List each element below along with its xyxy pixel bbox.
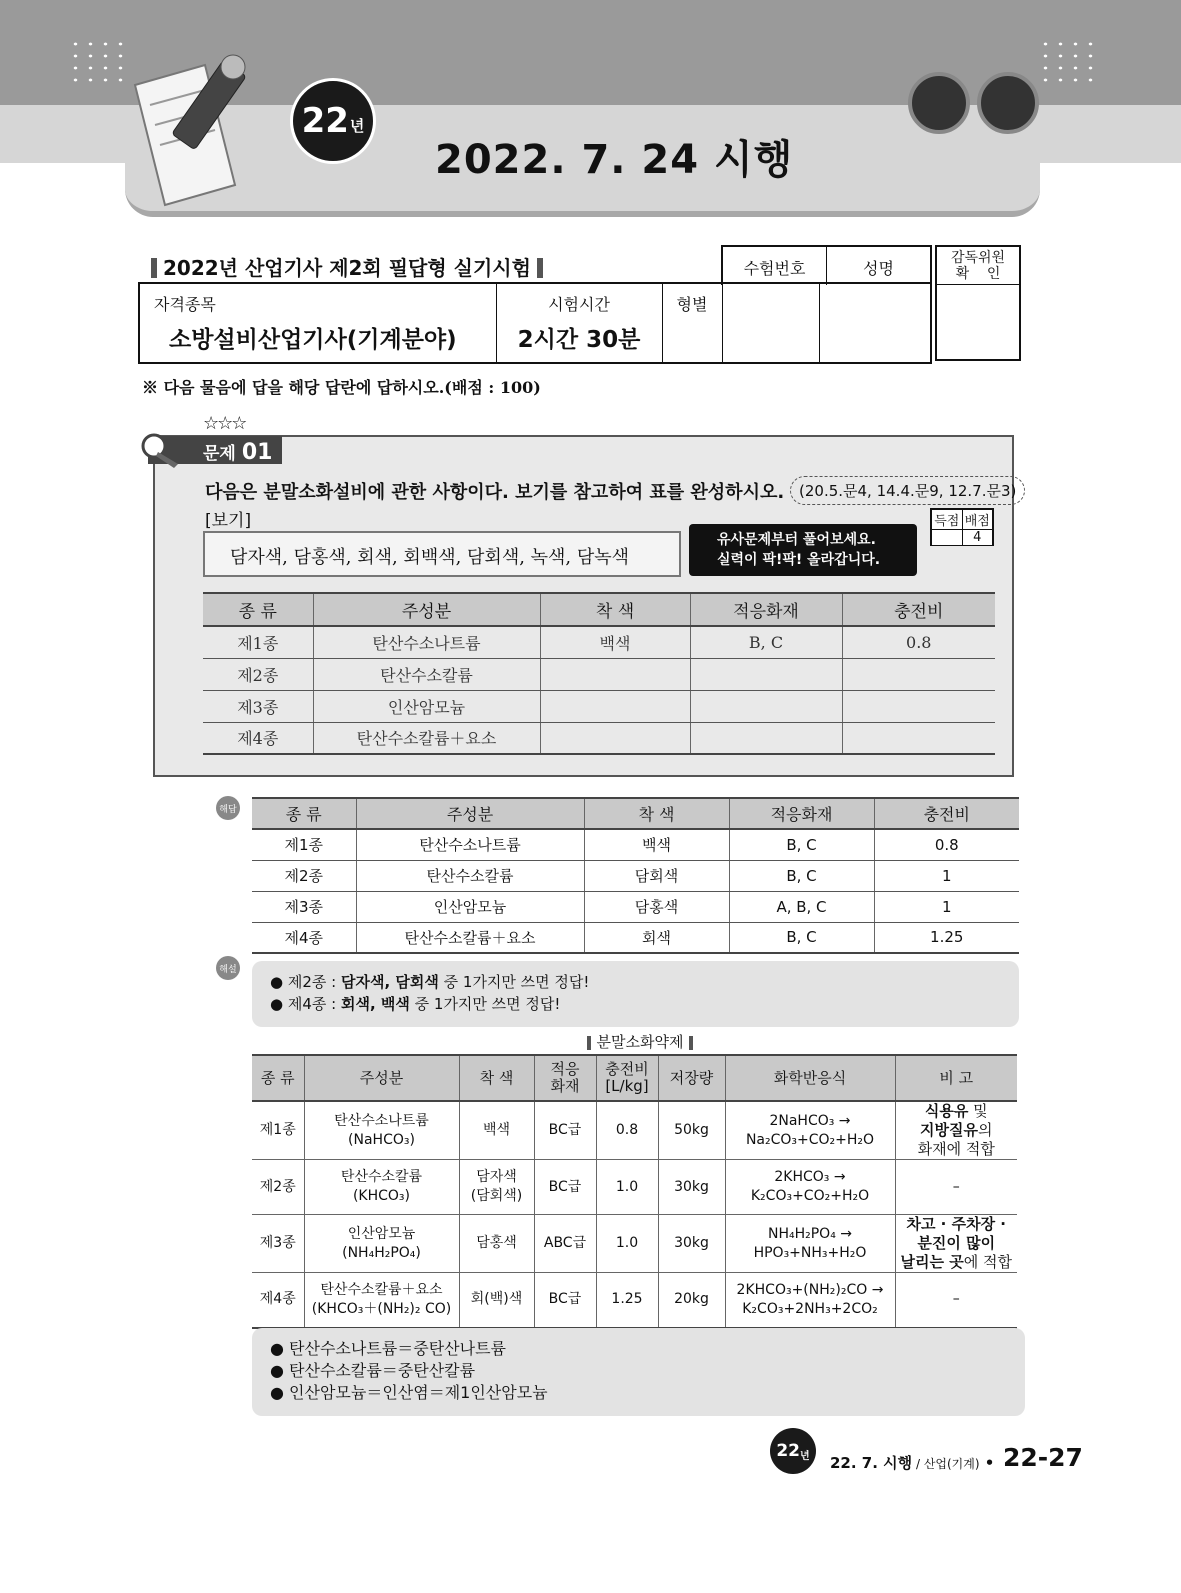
col-kind: 종 류 xyxy=(252,798,356,829)
answer-cell[interactable] xyxy=(690,722,842,754)
cell: 담자색 (담회색) xyxy=(459,1160,534,1215)
col-comp: 주성분 xyxy=(313,593,540,626)
cell: 백색 xyxy=(540,626,690,658)
cell xyxy=(725,1160,895,1215)
answer-cell[interactable] xyxy=(690,690,842,722)
text: 탄산수소나트륨 xyxy=(334,1112,429,1129)
reference-badge: (20.5.문4, 14.4.문9, 12.7.문3) xyxy=(790,476,1025,505)
col-color: 착 색 xyxy=(540,593,690,626)
cell xyxy=(895,1101,1017,1160)
cell xyxy=(304,1273,459,1328)
time-value: 2시간 30분 xyxy=(517,327,641,353)
cell: 0.8 xyxy=(596,1101,658,1160)
cell: – xyxy=(895,1273,1017,1328)
col-comp: 주성분 xyxy=(356,798,584,829)
table-row xyxy=(252,891,1019,922)
page-title: 2022. 7. 24 시행 xyxy=(435,137,794,183)
col-ratio: 충전비 xyxy=(842,593,995,626)
dots-decoration-left xyxy=(68,38,128,88)
field-label: 자격종목 xyxy=(154,295,216,314)
type-cell xyxy=(662,283,722,363)
footer-sub: / 산업(기계) xyxy=(912,1457,980,1471)
cell: 탄산수소칼륨 xyxy=(313,658,540,690)
cell: 0.8 xyxy=(874,829,1019,860)
table-row xyxy=(203,722,995,754)
tip-line2: 실력이 팍!팍! 올라갑니다. xyxy=(717,552,881,568)
cell: 인산암모늄 xyxy=(313,690,540,722)
cell: 제2종 xyxy=(203,658,313,690)
bar-left xyxy=(587,1036,591,1050)
cell: 제4종 xyxy=(252,922,356,953)
text: 담자색 xyxy=(340,973,385,991)
exam-info-table xyxy=(138,282,932,364)
field-cell xyxy=(139,283,496,363)
cell: 제2종 xyxy=(252,1160,304,1215)
text: K₂CO₃+CO₂+H₂O xyxy=(750,1188,870,1204)
cell: 1.25 xyxy=(596,1273,658,1328)
text: (KHCO₃＋(NH₂)₂ CO) xyxy=(311,1300,452,1317)
cell: 제2종 xyxy=(252,860,356,891)
text: K₂CO₃+2NH₃+2CO₂ xyxy=(742,1300,878,1317)
cell: 1 xyxy=(874,860,1019,891)
col-ratio: 충전비 [L/kg] xyxy=(596,1055,658,1101)
answer-cell[interactable] xyxy=(842,722,995,754)
col-kind: 종 류 xyxy=(203,593,313,626)
cell: 탄산수소칼륨＋요소 xyxy=(356,922,584,953)
cell: 제3종 xyxy=(203,690,313,722)
cell: 탄산수소나트륨 xyxy=(356,829,584,860)
year-number: 22 xyxy=(301,101,349,141)
text: ● 제2종 : xyxy=(270,973,341,991)
table-row xyxy=(252,1215,1017,1273)
text: , xyxy=(369,995,381,1013)
table-row xyxy=(203,626,995,658)
supervisor-label xyxy=(937,247,1019,285)
footer-bullet: • xyxy=(979,1454,995,1472)
answer-cell[interactable] xyxy=(540,658,690,690)
explanation-line2 xyxy=(270,993,1019,1015)
answer-table xyxy=(252,797,1019,954)
footer-date: 22. 7. 시행 xyxy=(830,1454,913,1472)
answer-cell[interactable] xyxy=(540,722,690,754)
text: 화재에 적합 xyxy=(917,1140,995,1158)
footer-text xyxy=(830,1452,994,1473)
tip-banner xyxy=(689,524,917,576)
text: 회색 xyxy=(340,995,370,1013)
cell xyxy=(725,1101,895,1160)
cell: ABC급 xyxy=(534,1215,596,1273)
text: 의 xyxy=(977,1121,993,1139)
cell: 1 xyxy=(874,891,1019,922)
cell: 백색 xyxy=(459,1101,534,1160)
answer-cell[interactable] xyxy=(540,690,690,722)
text: 및 xyxy=(968,1102,988,1120)
answer-cell[interactable] xyxy=(842,690,995,722)
col-color: 착 색 xyxy=(584,798,729,829)
table-row xyxy=(252,1101,1017,1160)
cell: 탄산수소나트륨 xyxy=(313,626,540,658)
text: 인산암모늄 xyxy=(347,1225,416,1242)
cell xyxy=(304,1101,459,1160)
cell: 백색 xyxy=(584,829,729,860)
exam-name-text: 2022년 산업기사 제2회 필답형 실기시험 xyxy=(163,256,531,280)
table-row xyxy=(252,1160,1017,1215)
col-kind: 종 류 xyxy=(252,1055,304,1101)
cell: 0.8 xyxy=(842,626,995,658)
year-badge xyxy=(290,78,376,164)
text: 중 1가지만 쓰면 정답! xyxy=(409,995,561,1013)
type-label: 형별 xyxy=(676,295,708,314)
cell xyxy=(895,1215,1017,1273)
text: (NH₄H₂PO₄) xyxy=(342,1244,421,1261)
note-line: ● 인산암모늄＝인산염＝제1인산암모늄 xyxy=(270,1383,548,1402)
cell: 제4종 xyxy=(252,1273,304,1328)
problem-number: 01 xyxy=(241,440,273,465)
bar-right xyxy=(537,258,543,278)
col-fire: 적응화재 xyxy=(729,798,874,829)
table-row xyxy=(252,860,1019,891)
text: Na₂CO₃+CO₂+H₂O xyxy=(745,1131,875,1148)
firefighter-icon xyxy=(977,72,1039,134)
explanation-tag: 해설 xyxy=(216,956,240,980)
field-value: 소방설비산업기사(기계분야) xyxy=(169,327,457,353)
cell: BC급 xyxy=(534,1101,596,1160)
col-color: 착 색 xyxy=(459,1055,534,1101)
col-comp: 주성분 xyxy=(304,1055,459,1101)
cell: BC급 xyxy=(534,1160,596,1215)
cell: B, C xyxy=(690,626,842,658)
exam-name xyxy=(145,252,549,281)
cell: 담홍색 xyxy=(584,891,729,922)
candidate-id-label: 수험번호 xyxy=(723,247,827,285)
cell: 제4종 xyxy=(203,722,313,754)
cell: 담홍색 xyxy=(459,1215,534,1273)
col-reaction: 화학반응식 xyxy=(725,1055,895,1101)
problem-table xyxy=(203,592,995,755)
time-label: 시험시간 xyxy=(548,295,610,314)
chem-title-text: 분말소화약제 xyxy=(596,1033,684,1051)
text: ● 제4종 : xyxy=(270,995,341,1013)
candidate-id-field[interactable] xyxy=(722,283,819,363)
bogi-box: 담자색, 담홍색, 회색, 회백색, 담회색, 녹색, 담녹색 xyxy=(203,531,681,577)
question-text: 다음은 분말소화설비에 관한 사항이다. 보기를 참고하여 표를 완성하시오. xyxy=(205,482,785,503)
explanation-line1 xyxy=(270,971,1019,993)
cell: 50kg xyxy=(658,1101,725,1160)
points-value: 4 xyxy=(962,530,993,546)
magnifier-hand-icon xyxy=(138,430,188,470)
cell: 1.0 xyxy=(596,1160,658,1215)
footer-year-badge xyxy=(770,1428,816,1474)
pencil-paper-icon xyxy=(125,45,265,215)
answer-tag: 해답 xyxy=(216,796,240,820)
text: HPO₃+NH₃+H₂O xyxy=(753,1244,867,1261)
cell xyxy=(725,1273,895,1328)
text: 지방질유 xyxy=(920,1121,978,1139)
footer-year-number: 22 xyxy=(776,1441,800,1461)
cell: 20kg xyxy=(658,1273,725,1328)
cell: B, C xyxy=(729,829,874,860)
bar-left xyxy=(151,258,157,278)
cell: 탄산수소칼륨 xyxy=(356,860,584,891)
problem-label-text: 문제 xyxy=(203,444,236,464)
bogi-label: [보기] xyxy=(205,511,252,531)
table-row xyxy=(252,829,1019,860)
candidate-name-field[interactable] xyxy=(819,283,931,363)
cell: B, C xyxy=(729,860,874,891)
cell: 담회색 xyxy=(584,860,729,891)
cell: 1.0 xyxy=(596,1215,658,1273)
table-row xyxy=(203,658,995,690)
text: 날리는 곳 xyxy=(900,1253,964,1271)
score-box xyxy=(930,508,994,546)
points-label: 배점 xyxy=(962,510,993,530)
text: 식용유 xyxy=(924,1102,969,1120)
bar-right xyxy=(689,1036,693,1050)
cell: 30kg xyxy=(658,1215,725,1273)
table-row xyxy=(203,690,995,722)
cell xyxy=(304,1160,459,1215)
cell: 회색 xyxy=(584,922,729,953)
text: 중 1가지만 쓰면 정답! xyxy=(438,973,590,991)
text: 탄산수소칼륨＋요소 xyxy=(320,1281,443,1298)
text: 담회색 xyxy=(395,973,439,991)
cell: 1.25 xyxy=(874,922,1019,953)
chem-table-title xyxy=(560,1031,720,1052)
score-label: 득점 xyxy=(932,510,963,530)
cell xyxy=(304,1215,459,1273)
cell: 회(백)색 xyxy=(459,1273,534,1328)
cell: 제1종 xyxy=(252,1101,304,1160)
cell: 제1종 xyxy=(203,626,313,658)
text: 분진이 많이 xyxy=(917,1234,996,1252)
text: (NaHCO₃) xyxy=(348,1131,415,1148)
cell: 제3종 xyxy=(252,891,356,922)
explanation-box xyxy=(252,961,1019,1027)
cell: 제3종 xyxy=(252,1215,304,1273)
table-row xyxy=(252,1273,1017,1328)
note-line: ● 탄산수소나트륨＝중탄산나트륨 xyxy=(270,1339,506,1358)
col-ratio: 충전비 xyxy=(874,798,1019,829)
score-value[interactable] xyxy=(932,530,963,546)
supervisor-line1: 감독위원 xyxy=(950,250,1006,266)
text: 2KHCO₃+(NH₂)₂CO → xyxy=(736,1281,884,1298)
candidate-id-header xyxy=(721,245,932,285)
col-note: 비 고 xyxy=(895,1055,1017,1101)
col-store: 저장량 xyxy=(658,1055,725,1101)
text: 2NaHCO₃ → xyxy=(769,1112,851,1129)
cell: BC급 xyxy=(534,1273,596,1328)
page-number: 22-27 xyxy=(1003,1443,1083,1472)
table-row xyxy=(252,922,1019,953)
text: , xyxy=(384,973,396,991)
col-fire: 적응 화재 xyxy=(534,1055,596,1101)
candidate-name-label: 성명 xyxy=(863,259,894,278)
cell: 30kg xyxy=(658,1160,725,1215)
cell: – xyxy=(895,1160,1017,1215)
supervisor-line2: 확 인 xyxy=(955,266,1001,282)
difficulty-stars: ☆☆☆ xyxy=(203,413,246,434)
answer-cell[interactable] xyxy=(842,658,995,690)
instruction: ※ 다음 물음에 답을 해당 답란에 답하시오.(배점 : 100) xyxy=(142,378,541,397)
cell xyxy=(725,1215,895,1273)
text: 차고 · 주차장 · xyxy=(906,1215,1006,1233)
notes-box xyxy=(252,1328,1025,1416)
text: 2KHCO₃ → xyxy=(774,1169,846,1185)
cell: A, B, C xyxy=(729,891,874,922)
dots-decoration-right xyxy=(1038,38,1098,88)
chem-table xyxy=(252,1054,1017,1329)
footer-year-unit: 년 xyxy=(800,1450,810,1462)
text: (KHCO₃) xyxy=(352,1188,411,1204)
firefighter-helmet-icon xyxy=(908,72,970,134)
tip-line1: 유사문제부터 풀어보세요. xyxy=(717,532,876,548)
cell: 탄산수소칼륨＋요소 xyxy=(313,722,540,754)
text: NH₄H₂PO₄ → xyxy=(767,1225,852,1242)
col-fire: 적응화재 xyxy=(690,593,842,626)
time-cell xyxy=(496,283,662,363)
cell: 제1종 xyxy=(252,829,356,860)
supervisor-box xyxy=(935,245,1021,361)
answer-cell[interactable] xyxy=(690,658,842,690)
cell: 인산암모늄 xyxy=(356,891,584,922)
text: 백색 xyxy=(380,995,410,1013)
note-line: ● 탄산수소칼륨＝중탄산칼륨 xyxy=(270,1361,476,1380)
year-unit: 년 xyxy=(349,116,365,135)
text: 에 적합 xyxy=(963,1253,1012,1271)
text: 탄산수소칼륨 xyxy=(340,1169,423,1185)
cell: B, C xyxy=(729,922,874,953)
